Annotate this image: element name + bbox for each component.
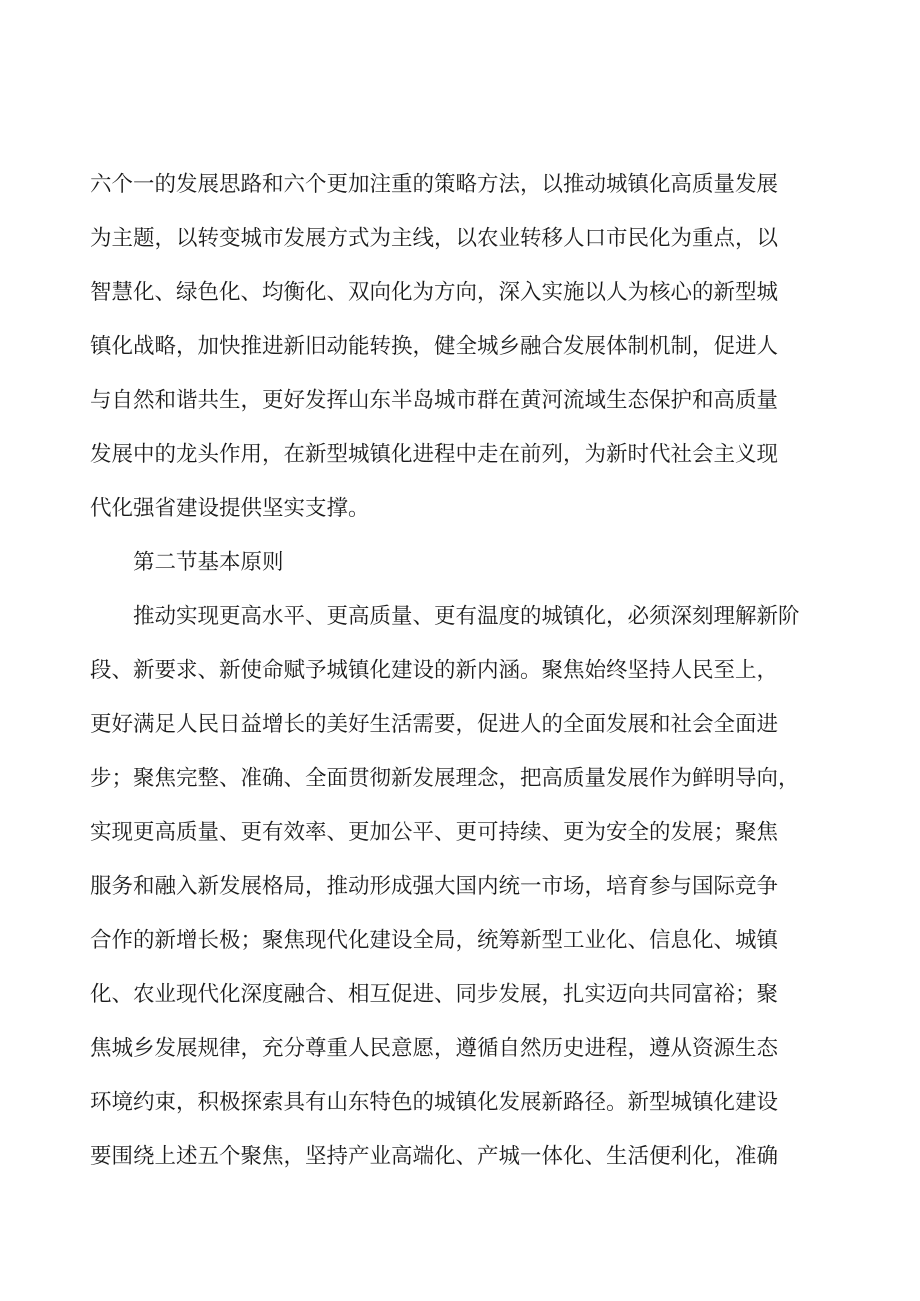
paragraph-line: 六个一的发展思路和六个更加注重的策略方法，以推动城镇化高质量发展 [90, 172, 779, 197]
paragraph-line: 为主题，以转变城市发展方式为主线，以农业转移人口市民化为重点，以 [90, 226, 779, 251]
paragraph-line: 镇化战略，加快推进新旧动能转换，健全城乡融合发展体制机制，促进人 [90, 334, 779, 359]
paragraph-line: 与自然和谐共生，更好发挥山东半岛城市群在黄河流域生态保护和高质量 [90, 388, 779, 413]
section-heading: 第二节基本原则 [133, 550, 284, 575]
paragraph-line: 环境约束，积极探索具有山东特色的城镇化发展新路径。新型城镇化建设 [90, 1090, 779, 1115]
paragraph-line: 发展中的龙头作用，在新型城镇化进程中走在前列，为新时代社会主义现 [90, 442, 779, 467]
paragraph-line: 步；聚焦完整、准确、全面贯彻新发展理念，把高质量发展作为鲜明导向， [90, 766, 800, 791]
paragraph-line: 实现更高质量、更有效率、更加公平、更可持续、更为安全的发展；聚焦 [90, 820, 779, 845]
paragraph-line: 化、农业现代化深度融合、相互促进、同步发展，扎实迈向共同富裕；聚 [90, 982, 779, 1007]
paragraph-line: 代化强省建设提供坚实支撑。 [90, 496, 370, 521]
paragraph-line: 焦城乡发展规律，充分尊重人民意愿，遵循自然历史进程，遵从资源生态 [90, 1036, 779, 1061]
paragraph-line: 合作的新增长极；聚焦现代化建设全局，统筹新型工业化、信息化、城镇 [90, 928, 779, 953]
paragraph-line: 段、新要求、新使命赋予城镇化建设的新内涵。聚焦始终坚持人民至上， [90, 658, 779, 683]
paragraph-line: 推动实现更高水平、更高质量、更有温度的城镇化，必须深刻理解新阶 [133, 604, 800, 629]
paragraph-line: 智慧化、绿色化、均衡化、双向化为方向，深入实施以人为核心的新型城 [90, 280, 779, 305]
paragraph-line: 服务和融入新发展格局，推动形成强大国内统一市场，培育参与国际竞争 [90, 874, 779, 899]
paragraph-line: 要围绕上述五个聚焦，坚持产业高端化、产城一体化、生活便利化，准确 [90, 1144, 779, 1169]
paragraph-line: 更好满足人民日益增长的美好生活需要，促进人的全面发展和社会全面进 [90, 712, 779, 737]
